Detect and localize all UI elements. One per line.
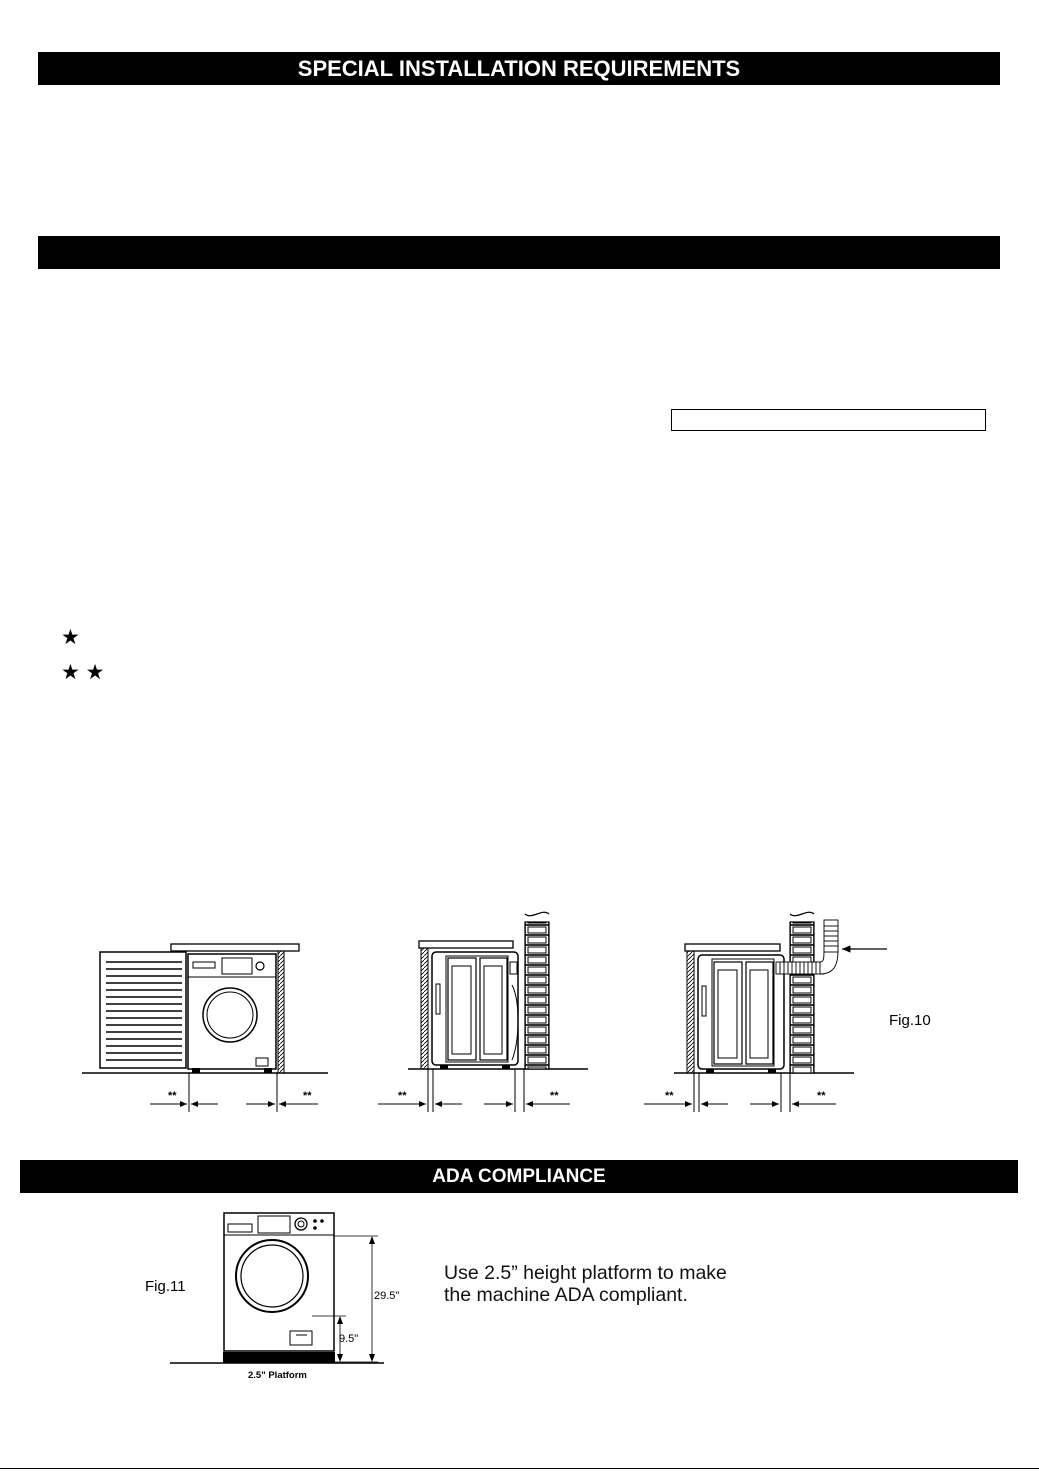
clearance-mark: ** <box>817 1090 826 1102</box>
fig10-label: Fig.10 <box>889 1012 931 1029</box>
fig10-front-view <box>82 944 328 1112</box>
ada-text-line-2: the machine ADA compliant. <box>444 1284 688 1306</box>
fig10-side-view-duct <box>644 912 887 1112</box>
clearance-mark: ** <box>168 1090 177 1102</box>
clearance-mark: ** <box>303 1090 312 1102</box>
ada-instruction-text <box>444 1262 727 1306</box>
ada-text-line-1: Use 2.5” height platform to make <box>444 1262 727 1284</box>
dimension-height: 29.5" <box>374 1290 400 1302</box>
platform-label: 2.5" Platform <box>248 1370 307 1381</box>
dimension-door: 9.5" <box>339 1333 359 1345</box>
clearance-mark: ** <box>665 1090 674 1102</box>
ada-section-bar <box>20 1160 1018 1193</box>
fig11-label: Fig.11 <box>145 1278 186 1295</box>
fig10-side-view <box>378 912 588 1112</box>
clearance-mark: ** <box>550 1090 559 1102</box>
page-title: SPECIAL INSTALLATION REQUIREMENTS <box>297 56 741 81</box>
bottom-rule <box>0 1468 1039 1469</box>
fig11-diagram <box>145 1213 399 1381</box>
star-bullet-icon: ★ <box>61 626 80 649</box>
ada-section-title: ADA COMPLIANCE <box>432 1166 606 1187</box>
double-star-bullet-icon: ★ ★ <box>61 661 105 684</box>
clearance-mark: ** <box>398 1090 407 1102</box>
